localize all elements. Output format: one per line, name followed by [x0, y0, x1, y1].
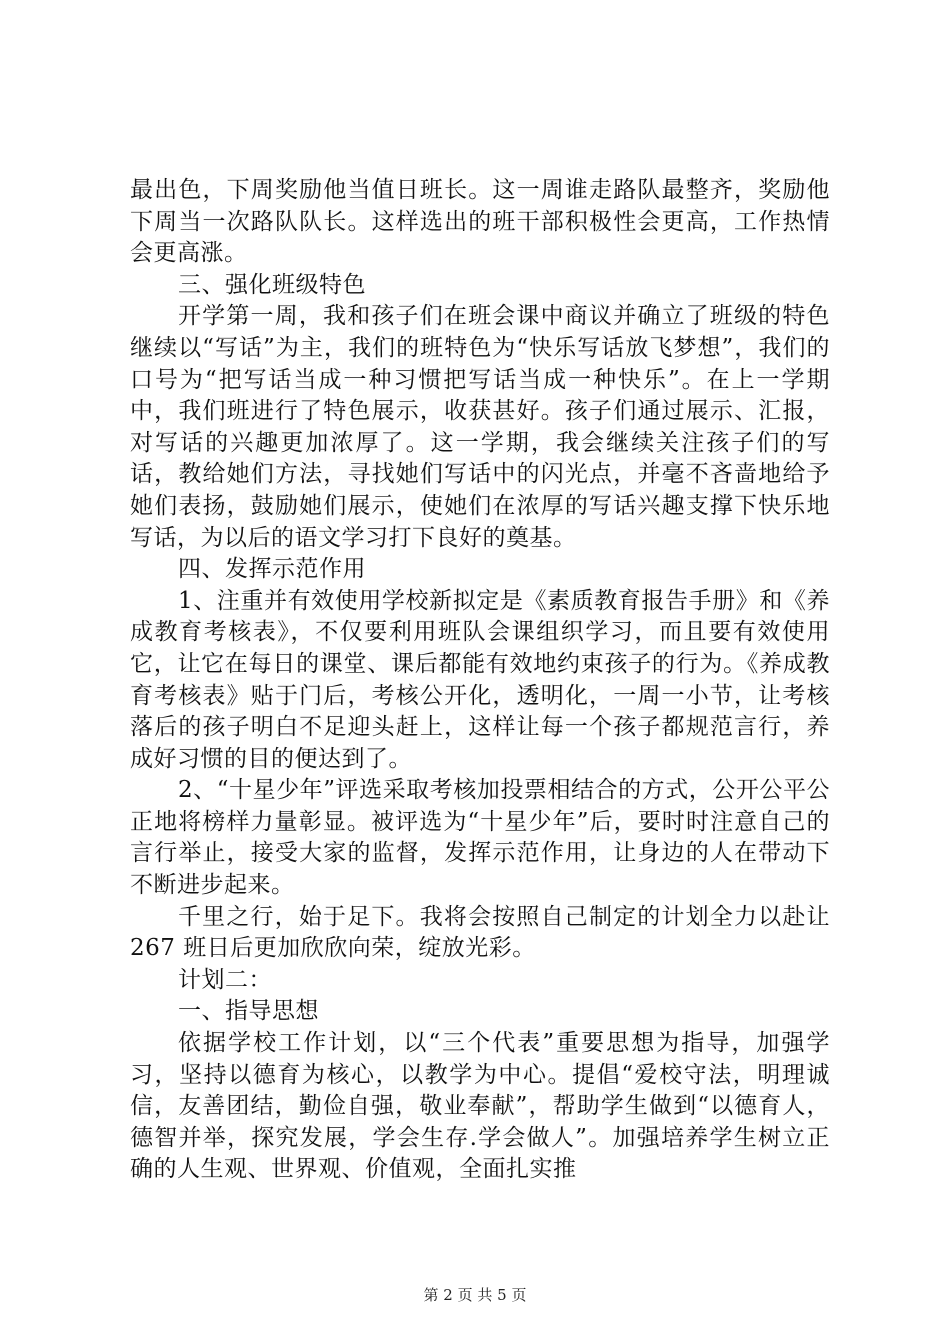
paragraph-continuation: 最出色，下周奖励他当值日班长。这一周谁走路队最整齐，奖励他下周当一次路队队长。这样选出的班干部积极性会更高，工作热情会更高涨。: [130, 177, 830, 267]
paragraph-conclusion: 千里之行，始于足下。我将会按照自己制定的计划全力以赴让 267 班日后更加欣欣向荣，绽放光彩。: [130, 903, 830, 962]
section-heading-3: 三、强化班级特色: [178, 271, 366, 298]
section-heading-1: 一、指导思想: [178, 998, 319, 1025]
paragraph-item-1: 1、注重并有效使用学校新拟定是《素质教育报告手册》和《养成教育考核表》，不仅要利用班队会课组织学习，而且要有效使用它，让它在每日的课堂、课后都能有效地约束孩子的行为。《养成教育考核表》贴于门后，考核公开化，透明化，一周一小节，让考核落后的孩子明白不足迎头赶上，这样让每一个孩子都规范言行，养成好习惯的目的便达到了。: [130, 587, 830, 772]
section-heading-4: 四、发挥示范作用: [178, 556, 366, 583]
paragraph-item-2: 2、“十星少年”评选采取考核加投票相结合的方式，公开公平公正地将榜样力量彰显。被评选为“十星少年”后，要时时注意自己的言行举止，接受大家的监督，发挥示范作用，让身边的人在带动下不断进步起来。: [130, 777, 830, 899]
paragraph-guiding-thought: 依据学校工作计划，以“三个代表”重要思想为指导，加强学习，坚持以德育为核心，以教学为中心。提倡“爱校守法，明理诚信，友善团结，勤俭自强，敬业奉献”，帮助学生做到“以德育人，德智并举，探究发展，学会生存.学会做人”。加强培养学生树立正确的人生观、世界观、价值观，全面扎实推: [130, 1030, 830, 1183]
paragraph-class-features: 开学第一周，我和孩子们在班会课中商议并确立了班级的特色继续以“写话”为主，我们的班特色为“快乐写话放飞梦想”，我们的口号为“把写话当成一种习惯把写话当成一种快乐”。在上一学期中，我们班进行了特色展示，收获甚好。孩子们通过展示、汇报，对写话的兴趣更加浓厚了。这一学期，我会继续关注孩子们的写话，教给她们方法，寻找她们写话中的闪光点，并毫不吝啬地给予她们表扬，鼓励她们展示，使她们在浓厚的写话兴趣支撑下快乐地写话，为以后的语文学习打下良好的奠基。: [130, 303, 830, 551]
document-body: [130, 175, 830, 1186]
page-footer: 第 2 页 共 5 页: [423, 1286, 527, 1304]
plan-two-heading: 计划二：: [178, 966, 272, 993]
